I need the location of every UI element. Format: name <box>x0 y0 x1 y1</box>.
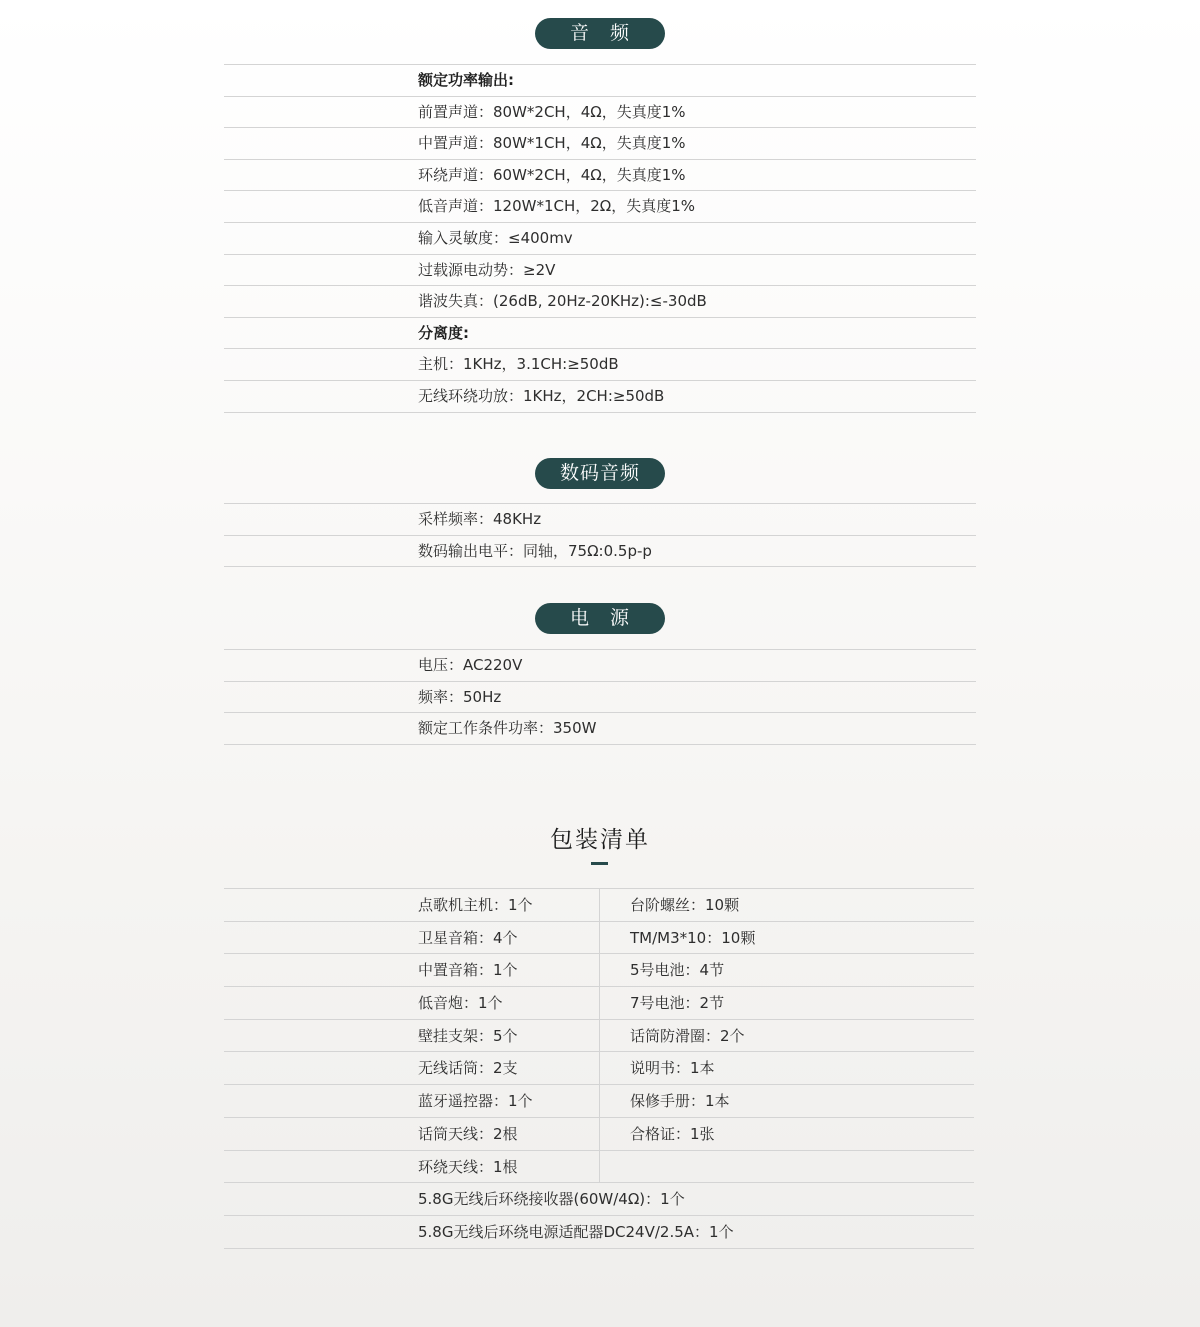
table-row <box>224 1052 974 1085</box>
digital-audio-section-title: 数码音频 <box>535 458 665 489</box>
audio-spec-list <box>224 64 976 413</box>
spec-row <box>224 504 976 536</box>
spec-row <box>224 97 976 129</box>
spec-text: 低音声道：120W*1CH，2Ω，失真度1% <box>418 197 696 216</box>
packing-title-underline <box>591 862 608 865</box>
spec-row <box>224 381 976 413</box>
table-row <box>224 1085 974 1118</box>
packing-item: 5号电池：4节 <box>630 961 725 980</box>
packing-item: 台阶螺丝：10颗 <box>630 896 740 914</box>
spec-row <box>224 128 976 160</box>
table-row <box>224 954 974 987</box>
packing-item: TM/M3*10：10颗 <box>630 928 756 947</box>
packing-item: 5.8G无线后环绕接收器(60W/4Ω)：1个 <box>418 1190 685 1209</box>
spec-row <box>224 286 976 318</box>
spec-text: 额定功率输出: <box>418 71 514 89</box>
spec-text: 中置声道：80W*1CH，4Ω，失真度1% <box>418 134 686 153</box>
spec-text: 谐波失真：(26dB, 20Hz-20KHz):≤-30dB <box>418 292 707 311</box>
spec-row <box>224 536 976 568</box>
column-divider <box>599 954 600 986</box>
packing-item: 卫星音箱：4个 <box>418 928 518 947</box>
spec-text: 主机：1KHz，3.1CH:≥50dB <box>418 355 619 374</box>
column-divider <box>599 1020 600 1052</box>
spec-text: 采样频率：48KHz <box>418 510 542 528</box>
packing-item: 说明书：1本 <box>630 1059 715 1078</box>
spec-row <box>224 223 976 255</box>
column-divider <box>599 987 600 1019</box>
spec-text: 无线环绕功放：1KHz，2CH:≥50dB <box>418 386 665 405</box>
column-divider <box>599 1085 600 1117</box>
table-row <box>224 1020 974 1053</box>
column-divider <box>599 1118 600 1150</box>
spec-text: 额定工作条件功率：350W <box>418 719 597 738</box>
table-row <box>224 1183 974 1216</box>
packing-item: 环绕天线：1根 <box>418 1157 518 1176</box>
spec-text: 电压：AC220V <box>418 656 523 674</box>
spec-row <box>224 160 976 192</box>
packing-list-table <box>224 888 974 1249</box>
spec-row <box>224 191 976 223</box>
spec-text: 频率：50Hz <box>418 687 502 706</box>
spec-row <box>224 650 976 682</box>
column-divider <box>599 1052 600 1084</box>
digital-audio-spec-list <box>224 503 976 567</box>
table-row <box>224 987 974 1020</box>
spec-text: 数码输出电平：同轴，75Ω:0.5p-p <box>418 541 652 560</box>
spec-row <box>224 255 976 287</box>
packing-item: 5.8G无线后环绕电源适配器DC24V/2.5A：1个 <box>418 1222 734 1241</box>
spec-text: 过载源电动势：≥2V <box>418 260 556 279</box>
table-row <box>224 889 974 922</box>
column-divider <box>599 922 600 954</box>
column-divider <box>599 889 600 921</box>
packing-item: 点歌机主机：1个 <box>418 896 533 914</box>
table-row <box>224 1151 974 1184</box>
spec-row <box>224 682 976 714</box>
table-row <box>224 1216 974 1249</box>
packing-item: 保修手册：1本 <box>630 1092 730 1111</box>
column-divider <box>599 1151 600 1183</box>
table-row <box>224 1118 974 1151</box>
spec-text: 输入灵敏度：≤400mv <box>418 228 573 247</box>
spec-row <box>224 318 976 350</box>
packing-item: 蓝牙遥控器：1个 <box>418 1092 533 1111</box>
spec-text: 前置声道：80W*2CH，4Ω，失真度1% <box>418 102 686 121</box>
packing-item: 7号电池：2节 <box>630 994 725 1013</box>
packing-item: 话筒天线：2根 <box>418 1124 518 1143</box>
power-section-title: 电 源 <box>535 603 665 634</box>
packing-item: 话筒防滑圈：2个 <box>630 1026 745 1045</box>
power-spec-list <box>224 649 976 745</box>
packing-item: 合格证：1张 <box>630 1124 715 1143</box>
packing-item: 壁挂支架：5个 <box>418 1026 518 1045</box>
packing-list-title: 包装清单 <box>550 827 650 853</box>
spec-row <box>224 65 976 97</box>
audio-section-title: 音 频 <box>535 18 665 49</box>
table-row <box>224 922 974 955</box>
packing-item: 无线话筒：2支 <box>418 1059 518 1078</box>
packing-item: 中置音箱：1个 <box>418 961 518 980</box>
spec-row <box>224 349 976 381</box>
packing-item: 低音炮：1个 <box>418 994 503 1013</box>
spec-text: 分离度: <box>418 323 469 342</box>
spec-text: 环绕声道：60W*2CH，4Ω，失真度1% <box>418 165 686 184</box>
spec-row <box>224 713 976 745</box>
